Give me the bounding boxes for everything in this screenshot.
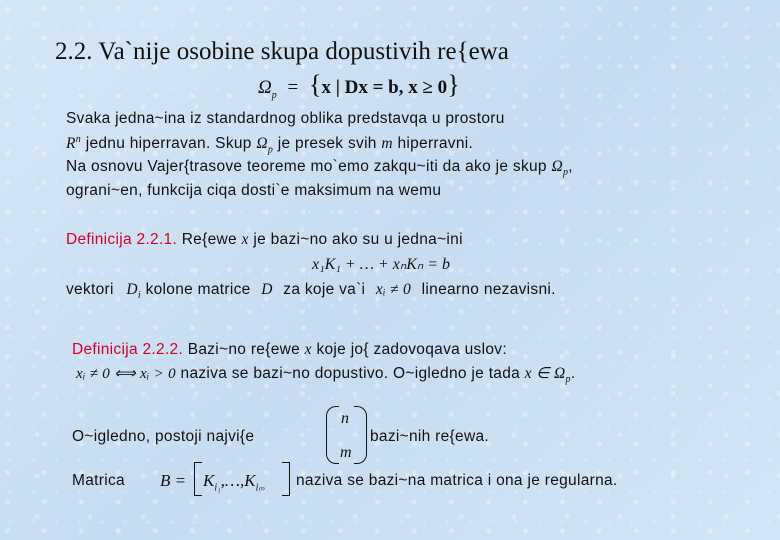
membership-subscript: p xyxy=(565,374,571,386)
K-symbol: K xyxy=(244,471,256,490)
first-index: i₁ xyxy=(214,482,221,494)
linear-combination-equation: x₁K₁ + … + xₙKₙ = b xyxy=(312,256,451,273)
omega-symbol-inline: Ω xyxy=(551,158,563,175)
definition-text: naziva se bazi~no dopustivo. O~igledno je tada xyxy=(180,365,521,382)
definition-text: Re{ewe xyxy=(181,231,237,248)
omega-symbol: Ω xyxy=(258,77,272,98)
comma: , xyxy=(568,158,573,175)
left-brace: { xyxy=(308,70,322,99)
membership-formula: x ∈ Ω xyxy=(524,365,566,382)
x-symbol: x xyxy=(241,231,249,248)
positivity-condition: xᵢ ≠ 0 ⟺ xᵢ > 0 xyxy=(76,366,176,382)
definition-1-line-1 xyxy=(66,231,463,249)
right-brace: } xyxy=(447,70,460,99)
paragraph-text: jednu hiperravan. Skup xyxy=(85,135,252,153)
definition-text: kolone matrice xyxy=(145,281,251,298)
paragraph-line-2 xyxy=(66,134,473,155)
last-index: iₘ xyxy=(255,482,265,494)
page-title: 2.2. Va`nije osobine skupa dopustivih re{ewa xyxy=(55,38,509,65)
set-body: x | Dx = b, x ≥ 0 xyxy=(321,77,448,98)
omega-subscript-inline: p xyxy=(267,144,274,156)
definition-text: za koje va`i xyxy=(283,281,366,298)
K-symbol: K xyxy=(203,471,215,490)
x-symbol: x xyxy=(304,341,312,358)
definition-text: vektori xyxy=(66,281,114,298)
matrix-content xyxy=(203,471,265,493)
nonzero-condition: xᵢ ≠ 0 xyxy=(375,281,412,298)
binomial-bottom: m xyxy=(340,444,352,461)
definition-2-label: Definicija 2.2.2. xyxy=(72,341,184,358)
binomial-left-paren xyxy=(326,406,339,464)
D-symbol: D xyxy=(261,281,273,298)
ellipsis: ,…, xyxy=(220,471,245,490)
definition-text: Bazi~no re{ewe xyxy=(187,341,301,358)
definition-1-line-3 xyxy=(66,281,556,301)
space-symbol: R xyxy=(66,135,76,153)
obvious-text-1: O~igledno, postoji najvi{e xyxy=(72,428,255,445)
matrix-left-bracket xyxy=(194,462,202,496)
omega-symbol-inline: Ω xyxy=(256,135,268,153)
definition-2-line-1 xyxy=(72,341,507,359)
paragraph-line-1: Svaka jedna~ina iz standardnog oblika predstavqa u prostoru xyxy=(66,110,505,127)
period: . xyxy=(570,365,576,382)
definition-text: je bazi~no ako su u jedna~ini xyxy=(253,231,463,248)
matrix-text-1: Matrica xyxy=(72,472,125,489)
matrix-right-bracket xyxy=(282,462,290,496)
omega-subscript-inline: p xyxy=(562,167,569,179)
definition-text: koje jo{ zadovoqava uslov: xyxy=(316,341,507,358)
binomial-top: n xyxy=(341,410,349,427)
definition-1-label: Definicija 2.2.1. xyxy=(66,231,178,248)
paragraph-text: hiperravni. xyxy=(397,135,474,153)
matrix-text-2: naziva se bazi~na matrica i ona je regularna. xyxy=(296,472,618,489)
equals-sign: = xyxy=(287,77,299,98)
Di-symbol: D xyxy=(126,281,138,298)
omega-definition-formula xyxy=(258,70,460,101)
matrix-B-symbol: B = xyxy=(160,471,187,490)
definition-2-line-2 xyxy=(76,364,575,385)
definition-text: linearno nezavisni. xyxy=(421,281,556,298)
paragraph-line-4: ograni~en, funkcija ciqa dosti`e maksimum na wemu xyxy=(66,182,442,199)
m-symbol: m xyxy=(381,135,393,153)
space-superscript: n xyxy=(75,134,82,145)
paragraph-text: Na osnovu Vajer{trasove teoreme mo`emo zakqu~iti da ako je skup xyxy=(66,158,547,175)
obvious-text-2: bazi~nih re{ewa. xyxy=(370,428,489,445)
Di-subscript: i xyxy=(137,290,141,302)
paragraph-line-3 xyxy=(66,158,573,178)
paragraph-text: je presek svih xyxy=(277,135,377,153)
binomial-right-paren xyxy=(354,406,367,464)
omega-subscript: p xyxy=(271,89,277,101)
